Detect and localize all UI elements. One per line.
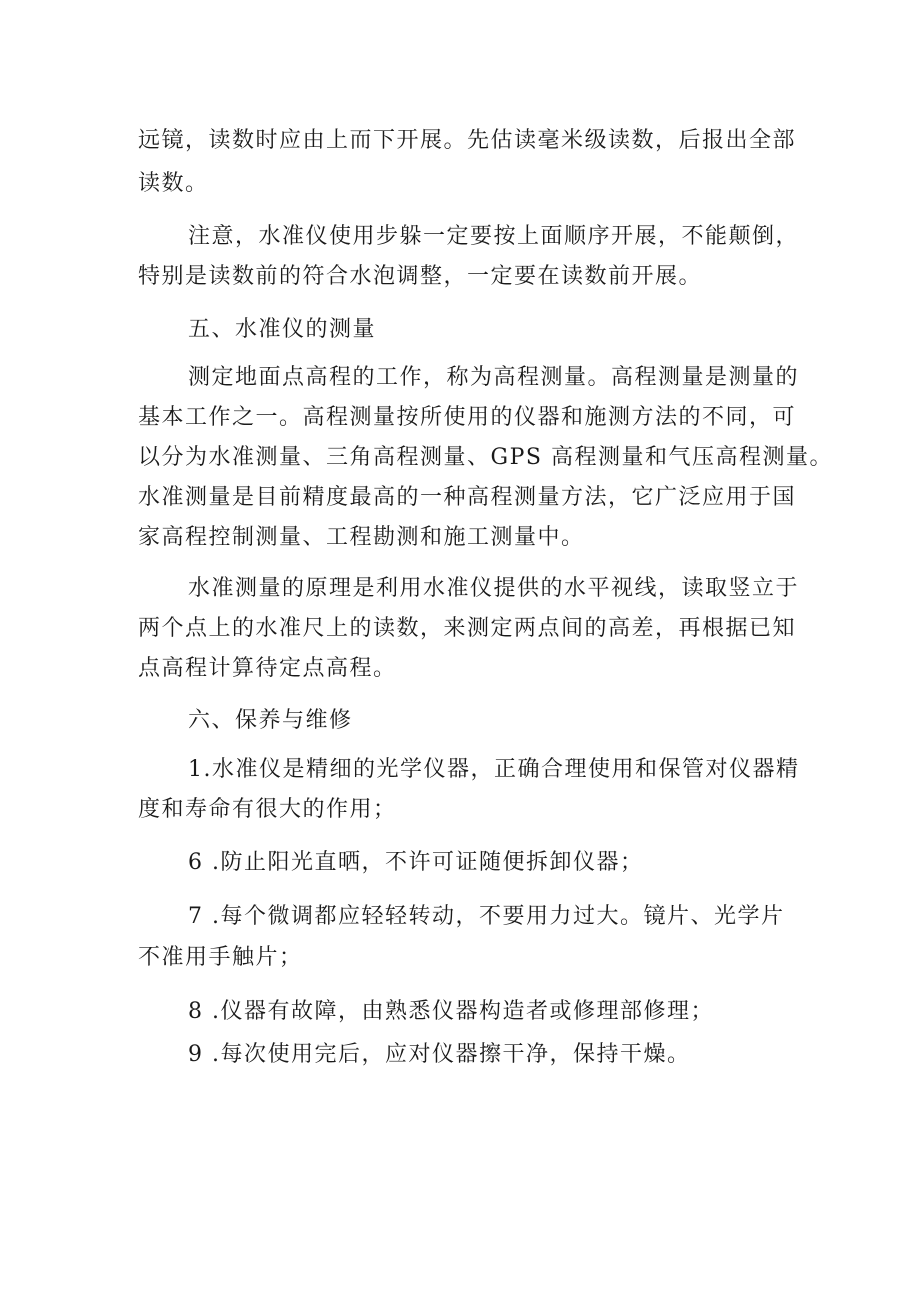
text-line: 特别是读数前的符合水泡调整，一定要在读数前开展。 xyxy=(138,264,703,289)
text-line: 读数。 xyxy=(138,171,209,196)
text-line: 两个点上的水准尺上的读数，来测定两点间的高差，再根据已知 xyxy=(138,616,797,641)
section-heading-5: 五、水准仪的测量 xyxy=(188,317,377,342)
text-line: 水准测量的原理是利用水准仪提供的水平视线，读取竖立于 xyxy=(188,576,800,601)
text-line: 注意，水准仪使用步躲一定要按上面顺序开展，不能颠倒， xyxy=(188,224,800,249)
text-line: 点高程计算待定点高程。 xyxy=(138,656,397,681)
text-line: 度和寿命有很大的作用； xyxy=(138,797,397,822)
text-line: 家高程控制测量、工程勘测和施工测量中。 xyxy=(138,525,585,550)
text-line: 6 .防止阳光直晒，不许可证随便拆卸仪器； xyxy=(188,850,644,875)
text-line: 不准用手触片； xyxy=(138,945,303,970)
text-line: 9 .每次使用完后，应对仪器擦干净，保持干燥。 xyxy=(188,1042,691,1067)
text-line: 7 .每个微调都应轻轻转动，不要用力过大。镜片、光学片 xyxy=(188,904,785,929)
text-line: 基本工作之一。高程测量按所使用的仪器和施测方法的不同，可 xyxy=(138,405,797,430)
text-line: 1.水准仪是精细的光学仪器，正确合理使用和保管对仪器精 xyxy=(188,757,800,782)
text-line: 测定地面点高程的工作，称为高程测量。高程测量是测量的 xyxy=(188,365,800,390)
section-heading-6: 六、保养与维修 xyxy=(188,708,353,733)
text-line: 以分为水准测量、三角高程测量、GPS 高程测量和气压高程测量。 xyxy=(138,445,833,470)
text-line: 水准测量是目前精度最高的一种高程测量方法，它广泛应用于国 xyxy=(138,485,797,510)
text-line: 8 .仪器有故障，由熟悉仪器构造者或修理部修理； xyxy=(188,999,714,1024)
text-line: 远镜，读数时应由上而下开展。先估读毫米级读数，后报出全部 xyxy=(138,128,797,153)
